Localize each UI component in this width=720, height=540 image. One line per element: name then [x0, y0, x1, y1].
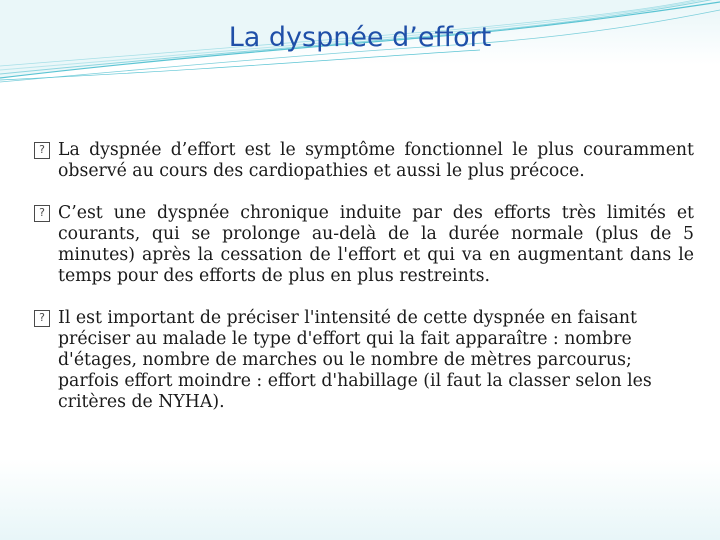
bullet-item — [34, 203, 694, 287]
slide-title: La dyspnée d’effort — [228, 22, 492, 53]
bullet-item — [34, 140, 694, 182]
bullet-list — [34, 140, 694, 434]
bullet-marker-icon: ? — [34, 205, 50, 222]
bullet-marker-icon: ? — [34, 310, 50, 327]
bullet-text: C’est une dyspnée chronique induite par des efforts très limités et courants, qui se prolonge au-delà de la durée normale (plus de 5 minutes) après la cessation de l'effort et qui va en augmentant dans le temps pour des efforts de plus en plus restreints. — [58, 203, 694, 286]
bullet-text: Il est important de préciser l'intensité de cette dyspnée en faisant préciser au malade le type d'effort qui la fait apparaître : nombre d'étages, nombre de marches ou le nombre de mètres parcourus; parfois effort moindre : effort d'habillage (il faut la classer selon les critères de NYHA). — [58, 308, 652, 412]
bullet-marker-icon: ? — [34, 142, 50, 159]
bullet-item — [34, 308, 694, 413]
bullet-text: La dyspnée d’effort est le symptôme fonctionnel le plus couramment observé au cours des cardiopathies et aussi le plus précoce. — [58, 140, 694, 181]
